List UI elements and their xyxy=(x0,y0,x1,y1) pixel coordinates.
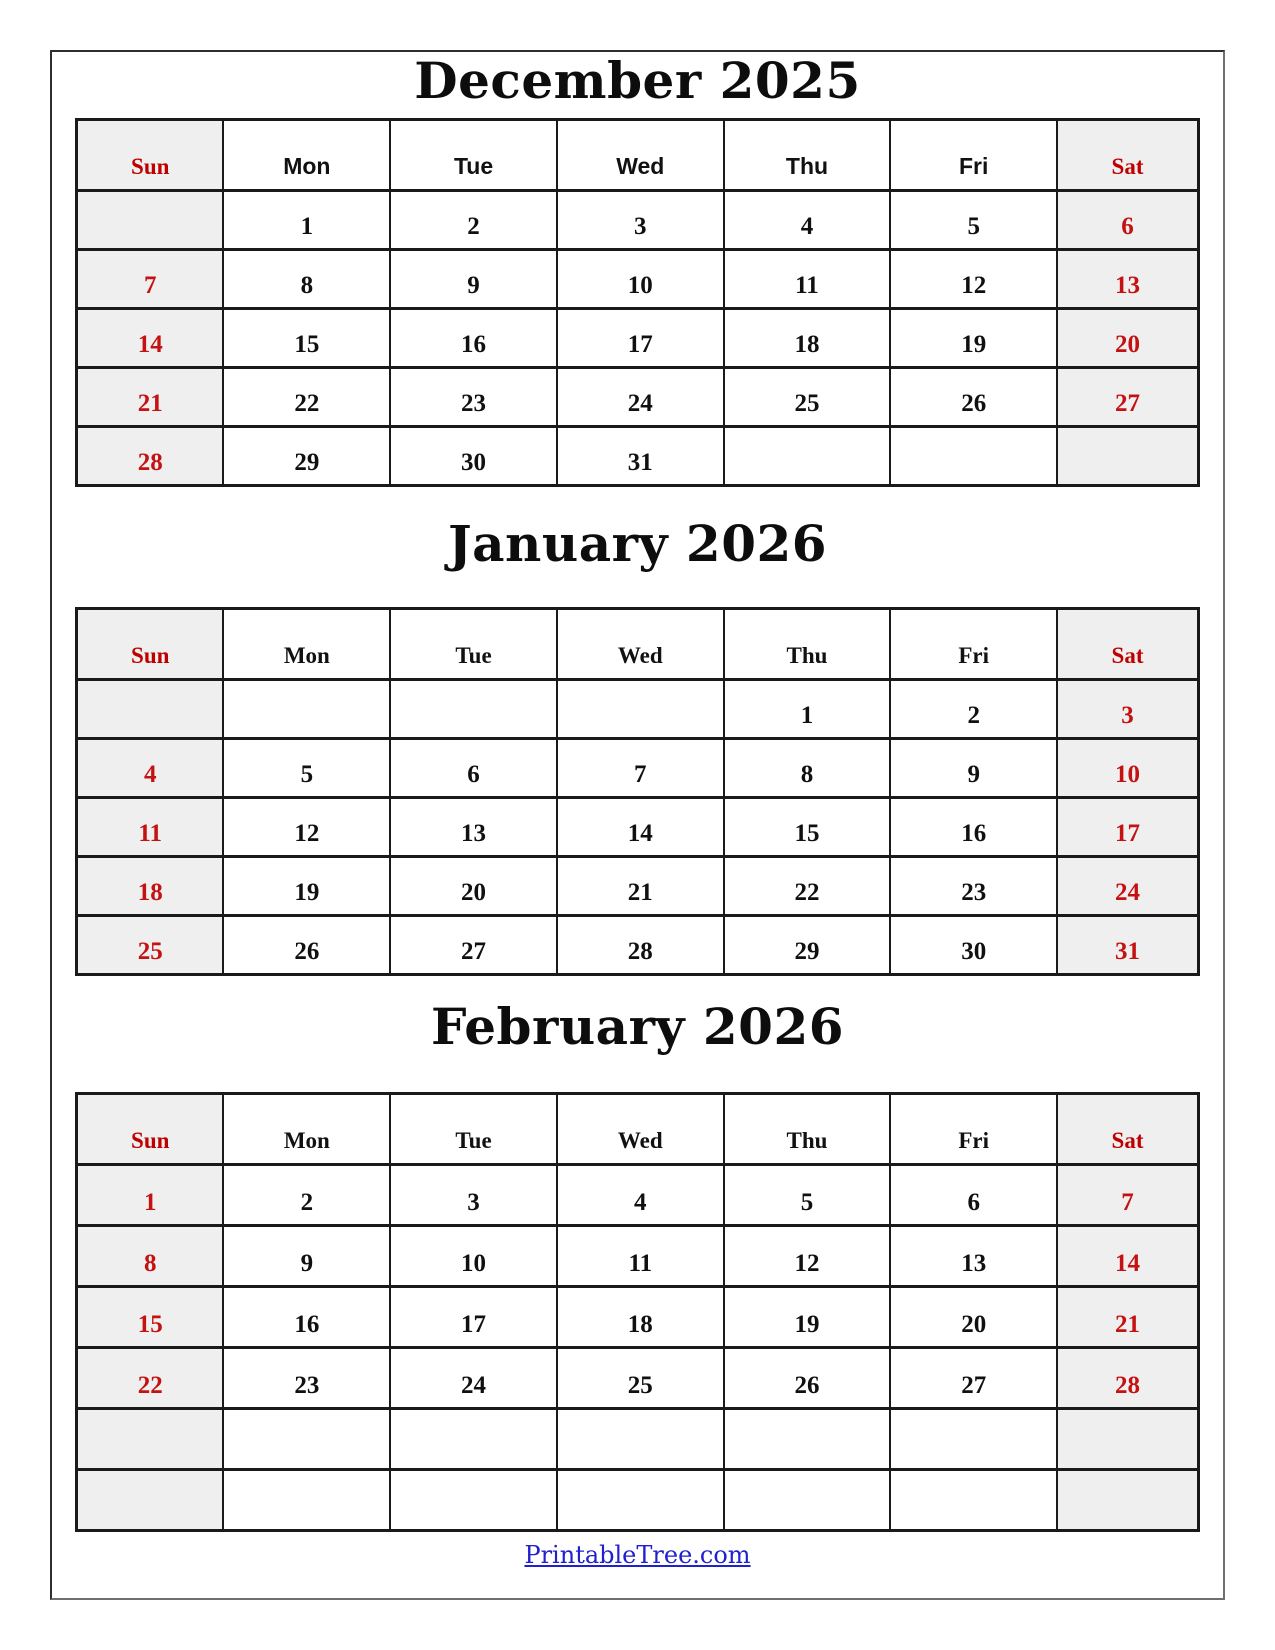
day-cell-2: 2 xyxy=(223,1165,390,1226)
day-cell-20: 20 xyxy=(1057,309,1198,368)
day-cell-28: 28 xyxy=(77,427,224,486)
day-cell-30: 30 xyxy=(890,916,1057,975)
day-cell-4: 4 xyxy=(557,1165,724,1226)
day-cell-21: 21 xyxy=(1057,1287,1198,1348)
weekday-header-fri: Fri xyxy=(890,1094,1057,1165)
day-cell-empty xyxy=(77,191,224,250)
weekday-header-sat: Sat xyxy=(1057,120,1198,191)
week-row xyxy=(77,1226,1199,1287)
day-cell-3: 3 xyxy=(1057,680,1198,739)
weekday-header-mon: Mon xyxy=(223,1094,390,1165)
day-cell-14: 14 xyxy=(1057,1226,1198,1287)
day-cell-6: 6 xyxy=(390,739,557,798)
day-cell-13: 13 xyxy=(1057,250,1198,309)
weekday-header-sun: Sun xyxy=(77,1094,224,1165)
weekday-header-fri: Fri xyxy=(890,120,1057,191)
day-cell-1: 1 xyxy=(77,1165,224,1226)
day-cell-19: 19 xyxy=(890,309,1057,368)
day-cell-empty xyxy=(77,1409,224,1470)
month-february-2026 xyxy=(75,998,1200,1532)
footer-link[interactable]: PrintableTree.com xyxy=(524,1541,751,1569)
day-cell-empty xyxy=(390,680,557,739)
day-cell-empty xyxy=(890,1470,1057,1531)
day-cell-31: 31 xyxy=(1057,916,1198,975)
day-cell-13: 13 xyxy=(890,1226,1057,1287)
week-row xyxy=(77,427,1199,486)
day-cell-6: 6 xyxy=(890,1165,1057,1226)
day-cell-27: 27 xyxy=(890,1348,1057,1409)
day-cell-18: 18 xyxy=(557,1287,724,1348)
weekday-header-mon: Mon xyxy=(223,609,390,680)
day-cell-1: 1 xyxy=(223,191,390,250)
day-cell-17: 17 xyxy=(1057,798,1198,857)
calendar-table-february xyxy=(75,1092,1200,1532)
calendar-table-december xyxy=(75,118,1200,487)
day-cell-empty xyxy=(557,1409,724,1470)
day-cell-7: 7 xyxy=(1057,1165,1198,1226)
week-row xyxy=(77,739,1199,798)
day-cell-19: 19 xyxy=(724,1287,891,1348)
day-cell-20: 20 xyxy=(890,1287,1057,1348)
day-cell-30: 30 xyxy=(390,427,557,486)
day-cell-28: 28 xyxy=(1057,1348,1198,1409)
day-cell-26: 26 xyxy=(724,1348,891,1409)
day-cell-9: 9 xyxy=(890,739,1057,798)
day-cell-16: 16 xyxy=(223,1287,390,1348)
day-cell-16: 16 xyxy=(890,798,1057,857)
day-cell-21: 21 xyxy=(557,857,724,916)
week-row xyxy=(77,798,1199,857)
day-cell-22: 22 xyxy=(77,1348,224,1409)
weekday-header-row xyxy=(77,1094,1199,1165)
day-cell-15: 15 xyxy=(724,798,891,857)
month-title-january: January 2026 xyxy=(447,514,828,573)
weekday-header-wed: Wed xyxy=(557,609,724,680)
calendar-page xyxy=(75,0,1200,1569)
week-row xyxy=(77,1470,1199,1531)
day-cell-8: 8 xyxy=(724,739,891,798)
day-cell-empty xyxy=(724,427,891,486)
weekday-header-thu: Thu xyxy=(724,609,891,680)
week-row xyxy=(77,1165,1199,1226)
week-row xyxy=(77,680,1199,739)
day-cell-empty xyxy=(223,1409,390,1470)
day-cell-3: 3 xyxy=(557,191,724,250)
day-cell-27: 27 xyxy=(1057,368,1198,427)
day-cell-empty xyxy=(223,1470,390,1531)
day-cell-empty xyxy=(557,680,724,739)
day-cell-empty xyxy=(890,1409,1057,1470)
week-row xyxy=(77,916,1199,975)
day-cell-1: 1 xyxy=(724,680,891,739)
day-cell-empty xyxy=(890,427,1057,486)
day-cell-empty xyxy=(1057,1470,1198,1531)
day-cell-22: 22 xyxy=(223,368,390,427)
day-cell-empty xyxy=(1057,427,1198,486)
weekday-header-thu: Thu xyxy=(724,1094,891,1165)
weekday-header-wed: Wed xyxy=(557,120,724,191)
day-cell-2: 2 xyxy=(890,680,1057,739)
day-cell-25: 25 xyxy=(724,368,891,427)
week-row xyxy=(77,250,1199,309)
week-row xyxy=(77,191,1199,250)
day-cell-25: 25 xyxy=(557,1348,724,1409)
month-december-2025 xyxy=(75,52,1200,487)
day-cell-31: 31 xyxy=(557,427,724,486)
day-cell-2: 2 xyxy=(390,191,557,250)
week-row xyxy=(77,857,1199,916)
day-cell-29: 29 xyxy=(724,916,891,975)
weekday-header-row xyxy=(77,609,1199,680)
day-cell-empty xyxy=(557,1470,724,1531)
day-cell-8: 8 xyxy=(77,1226,224,1287)
weekday-header-sat: Sat xyxy=(1057,1094,1198,1165)
day-cell-23: 23 xyxy=(223,1348,390,1409)
week-row xyxy=(77,1409,1199,1470)
calendar-table-january xyxy=(75,607,1200,976)
day-cell-29: 29 xyxy=(223,427,390,486)
day-cell-23: 23 xyxy=(890,857,1057,916)
day-cell-empty xyxy=(77,1470,224,1531)
day-cell-14: 14 xyxy=(77,309,224,368)
day-cell-27: 27 xyxy=(390,916,557,975)
day-cell-25: 25 xyxy=(77,916,224,975)
day-cell-7: 7 xyxy=(557,739,724,798)
day-cell-9: 9 xyxy=(223,1226,390,1287)
week-row xyxy=(77,1348,1199,1409)
weekday-header-fri: Fri xyxy=(890,609,1057,680)
weekday-header-mon: Mon xyxy=(223,120,390,191)
weekday-header-row xyxy=(77,120,1199,191)
week-row xyxy=(77,1287,1199,1348)
day-cell-4: 4 xyxy=(724,191,891,250)
day-cell-empty xyxy=(223,680,390,739)
weekday-header-wed: Wed xyxy=(557,1094,724,1165)
day-cell-11: 11 xyxy=(724,250,891,309)
day-cell-9: 9 xyxy=(390,250,557,309)
weekday-header-tue: Tue xyxy=(390,609,557,680)
month-january-2026 xyxy=(75,515,1200,976)
day-cell-11: 11 xyxy=(77,798,224,857)
month-title-december: December 2025 xyxy=(414,51,861,110)
day-cell-6: 6 xyxy=(1057,191,1198,250)
day-cell-empty xyxy=(390,1470,557,1531)
day-cell-14: 14 xyxy=(557,798,724,857)
day-cell-21: 21 xyxy=(77,368,224,427)
day-cell-empty xyxy=(1057,1409,1198,1470)
day-cell-15: 15 xyxy=(223,309,390,368)
day-cell-13: 13 xyxy=(390,798,557,857)
week-row xyxy=(77,309,1199,368)
day-cell-17: 17 xyxy=(390,1287,557,1348)
day-cell-10: 10 xyxy=(1057,739,1198,798)
day-cell-19: 19 xyxy=(223,857,390,916)
weekday-header-sun: Sun xyxy=(77,609,224,680)
week-row xyxy=(77,368,1199,427)
day-cell-empty xyxy=(390,1409,557,1470)
weekday-header-sun: Sun xyxy=(77,120,224,191)
weekday-header-tue: Tue xyxy=(390,120,557,191)
day-cell-empty xyxy=(724,1409,891,1470)
day-cell-23: 23 xyxy=(390,368,557,427)
day-cell-12: 12 xyxy=(223,798,390,857)
day-cell-empty xyxy=(724,1470,891,1531)
day-cell-28: 28 xyxy=(557,916,724,975)
day-cell-18: 18 xyxy=(77,857,224,916)
day-cell-10: 10 xyxy=(557,250,724,309)
day-cell-5: 5 xyxy=(724,1165,891,1226)
day-cell-12: 12 xyxy=(724,1226,891,1287)
day-cell-20: 20 xyxy=(390,857,557,916)
day-cell-24: 24 xyxy=(1057,857,1198,916)
day-cell-5: 5 xyxy=(223,739,390,798)
weekday-header-sat: Sat xyxy=(1057,609,1198,680)
day-cell-11: 11 xyxy=(557,1226,724,1287)
day-cell-17: 17 xyxy=(557,309,724,368)
month-title-february: February 2026 xyxy=(430,997,845,1056)
day-cell-7: 7 xyxy=(77,250,224,309)
day-cell-15: 15 xyxy=(77,1287,224,1348)
day-cell-12: 12 xyxy=(890,250,1057,309)
day-cell-3: 3 xyxy=(390,1165,557,1226)
day-cell-4: 4 xyxy=(77,739,224,798)
day-cell-empty xyxy=(77,680,224,739)
day-cell-24: 24 xyxy=(390,1348,557,1409)
weekday-header-thu: Thu xyxy=(724,120,891,191)
day-cell-26: 26 xyxy=(890,368,1057,427)
day-cell-16: 16 xyxy=(390,309,557,368)
footer xyxy=(75,1541,1200,1569)
day-cell-24: 24 xyxy=(557,368,724,427)
day-cell-10: 10 xyxy=(390,1226,557,1287)
day-cell-5: 5 xyxy=(890,191,1057,250)
day-cell-22: 22 xyxy=(724,857,891,916)
day-cell-26: 26 xyxy=(223,916,390,975)
day-cell-8: 8 xyxy=(223,250,390,309)
weekday-header-tue: Tue xyxy=(390,1094,557,1165)
day-cell-18: 18 xyxy=(724,309,891,368)
